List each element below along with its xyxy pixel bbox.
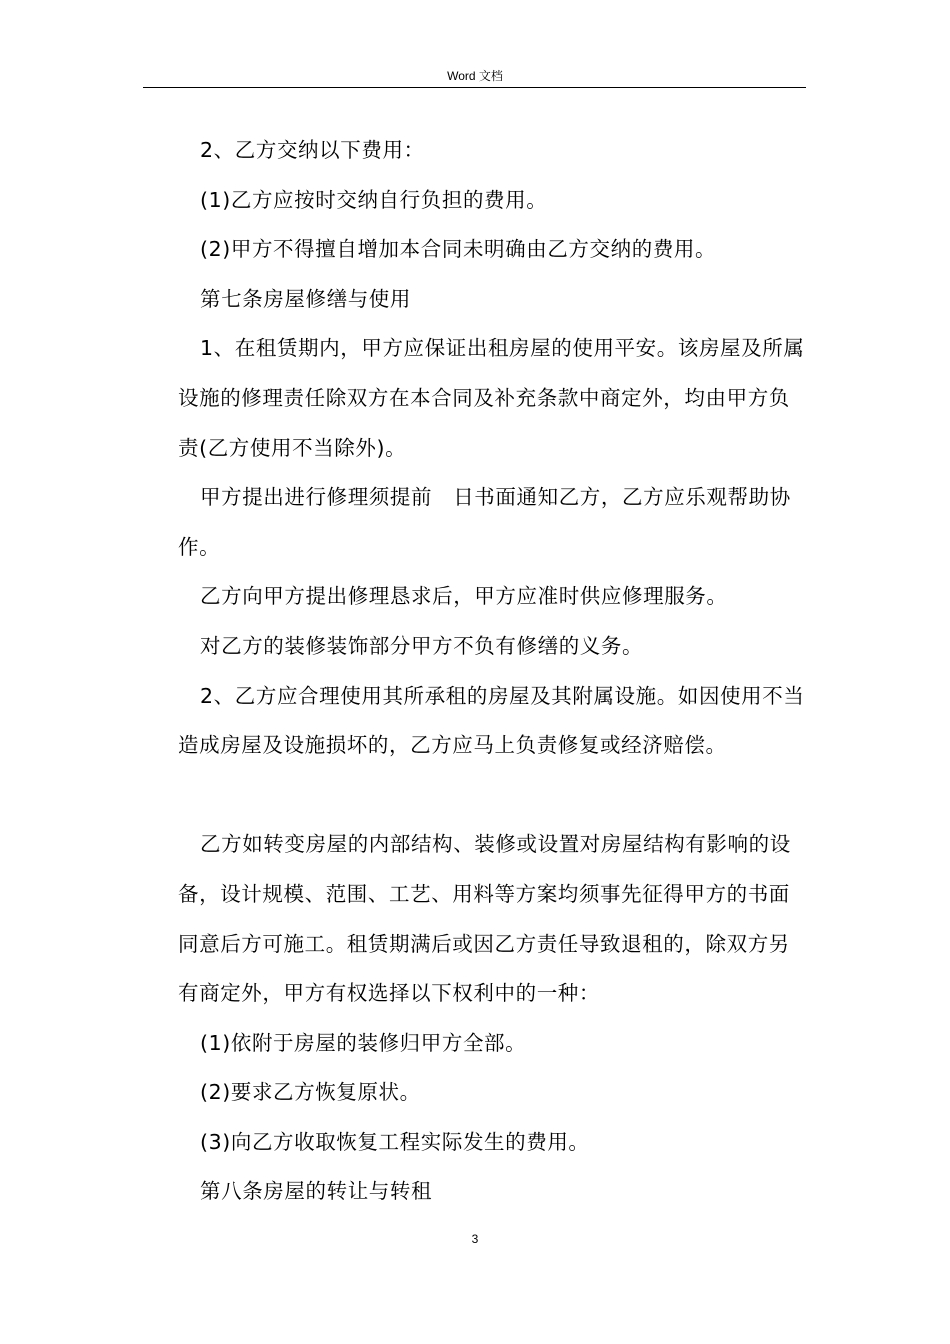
paragraph: (1)乙方应按时交纳自行负担的费用。 bbox=[200, 187, 548, 212]
paragraph: (2)甲方不得擅自增加本合同未明确由乙方交纳的费用。 bbox=[200, 237, 717, 262]
paragraph: 乙方如转变房屋的内部结构、装修或设置对房屋结构有影响的设备，设计规模、范围、工艺、用料等方案均须事先征得甲方的书面同意后方可施工。租赁期满后或因乙方责任导致退租的，除双方另有商定外，甲方有权选择以下权利中的一种： bbox=[178, 832, 791, 1006]
paragraph: 2、乙方应合理使用其所承租的房屋及其附属设施。如因使用不当造成房屋及设施损坏的，乙方应马上负责修复或经济赔偿。 bbox=[178, 683, 805, 758]
document-body bbox=[178, 126, 806, 1217]
paragraph: 2、乙方交纳以下费用： bbox=[200, 138, 425, 162]
section-heading: 第八条房屋的转让与转租 bbox=[200, 1179, 433, 1204]
paragraph: (3)向乙方收取恢复工程实际发生的费用。 bbox=[200, 1129, 590, 1154]
paragraph: 1、在租赁期内，甲方应保证出租房屋的使用平安。该房屋及所属设施的修理责任除双方在本合同及补充条款中商定外，均由甲方负责(乙方使用不当除外)。 bbox=[178, 336, 805, 460]
paragraph: (1)依附于房屋的装修归甲方全部。 bbox=[200, 1030, 527, 1055]
paragraph: (2)要求乙方恢复原状。 bbox=[200, 1080, 421, 1105]
page-header: Word 文档 bbox=[447, 69, 503, 83]
paragraph: 乙方向甲方提出修理恳求后，甲方应准时供应修理服务。 bbox=[200, 584, 728, 609]
paragraph: 甲方提出进行修理须提前 日书面通知乙方，乙方应乐观帮助协作。 bbox=[178, 485, 791, 559]
header-divider bbox=[143, 87, 806, 88]
paragraph: 对乙方的装修装饰部分甲方不负有修缮的义务。 bbox=[200, 633, 644, 658]
section-heading: 第七条房屋修缮与使用 bbox=[200, 286, 411, 311]
blank-line bbox=[178, 771, 806, 821]
page-number: 3 bbox=[471, 1232, 479, 1246]
